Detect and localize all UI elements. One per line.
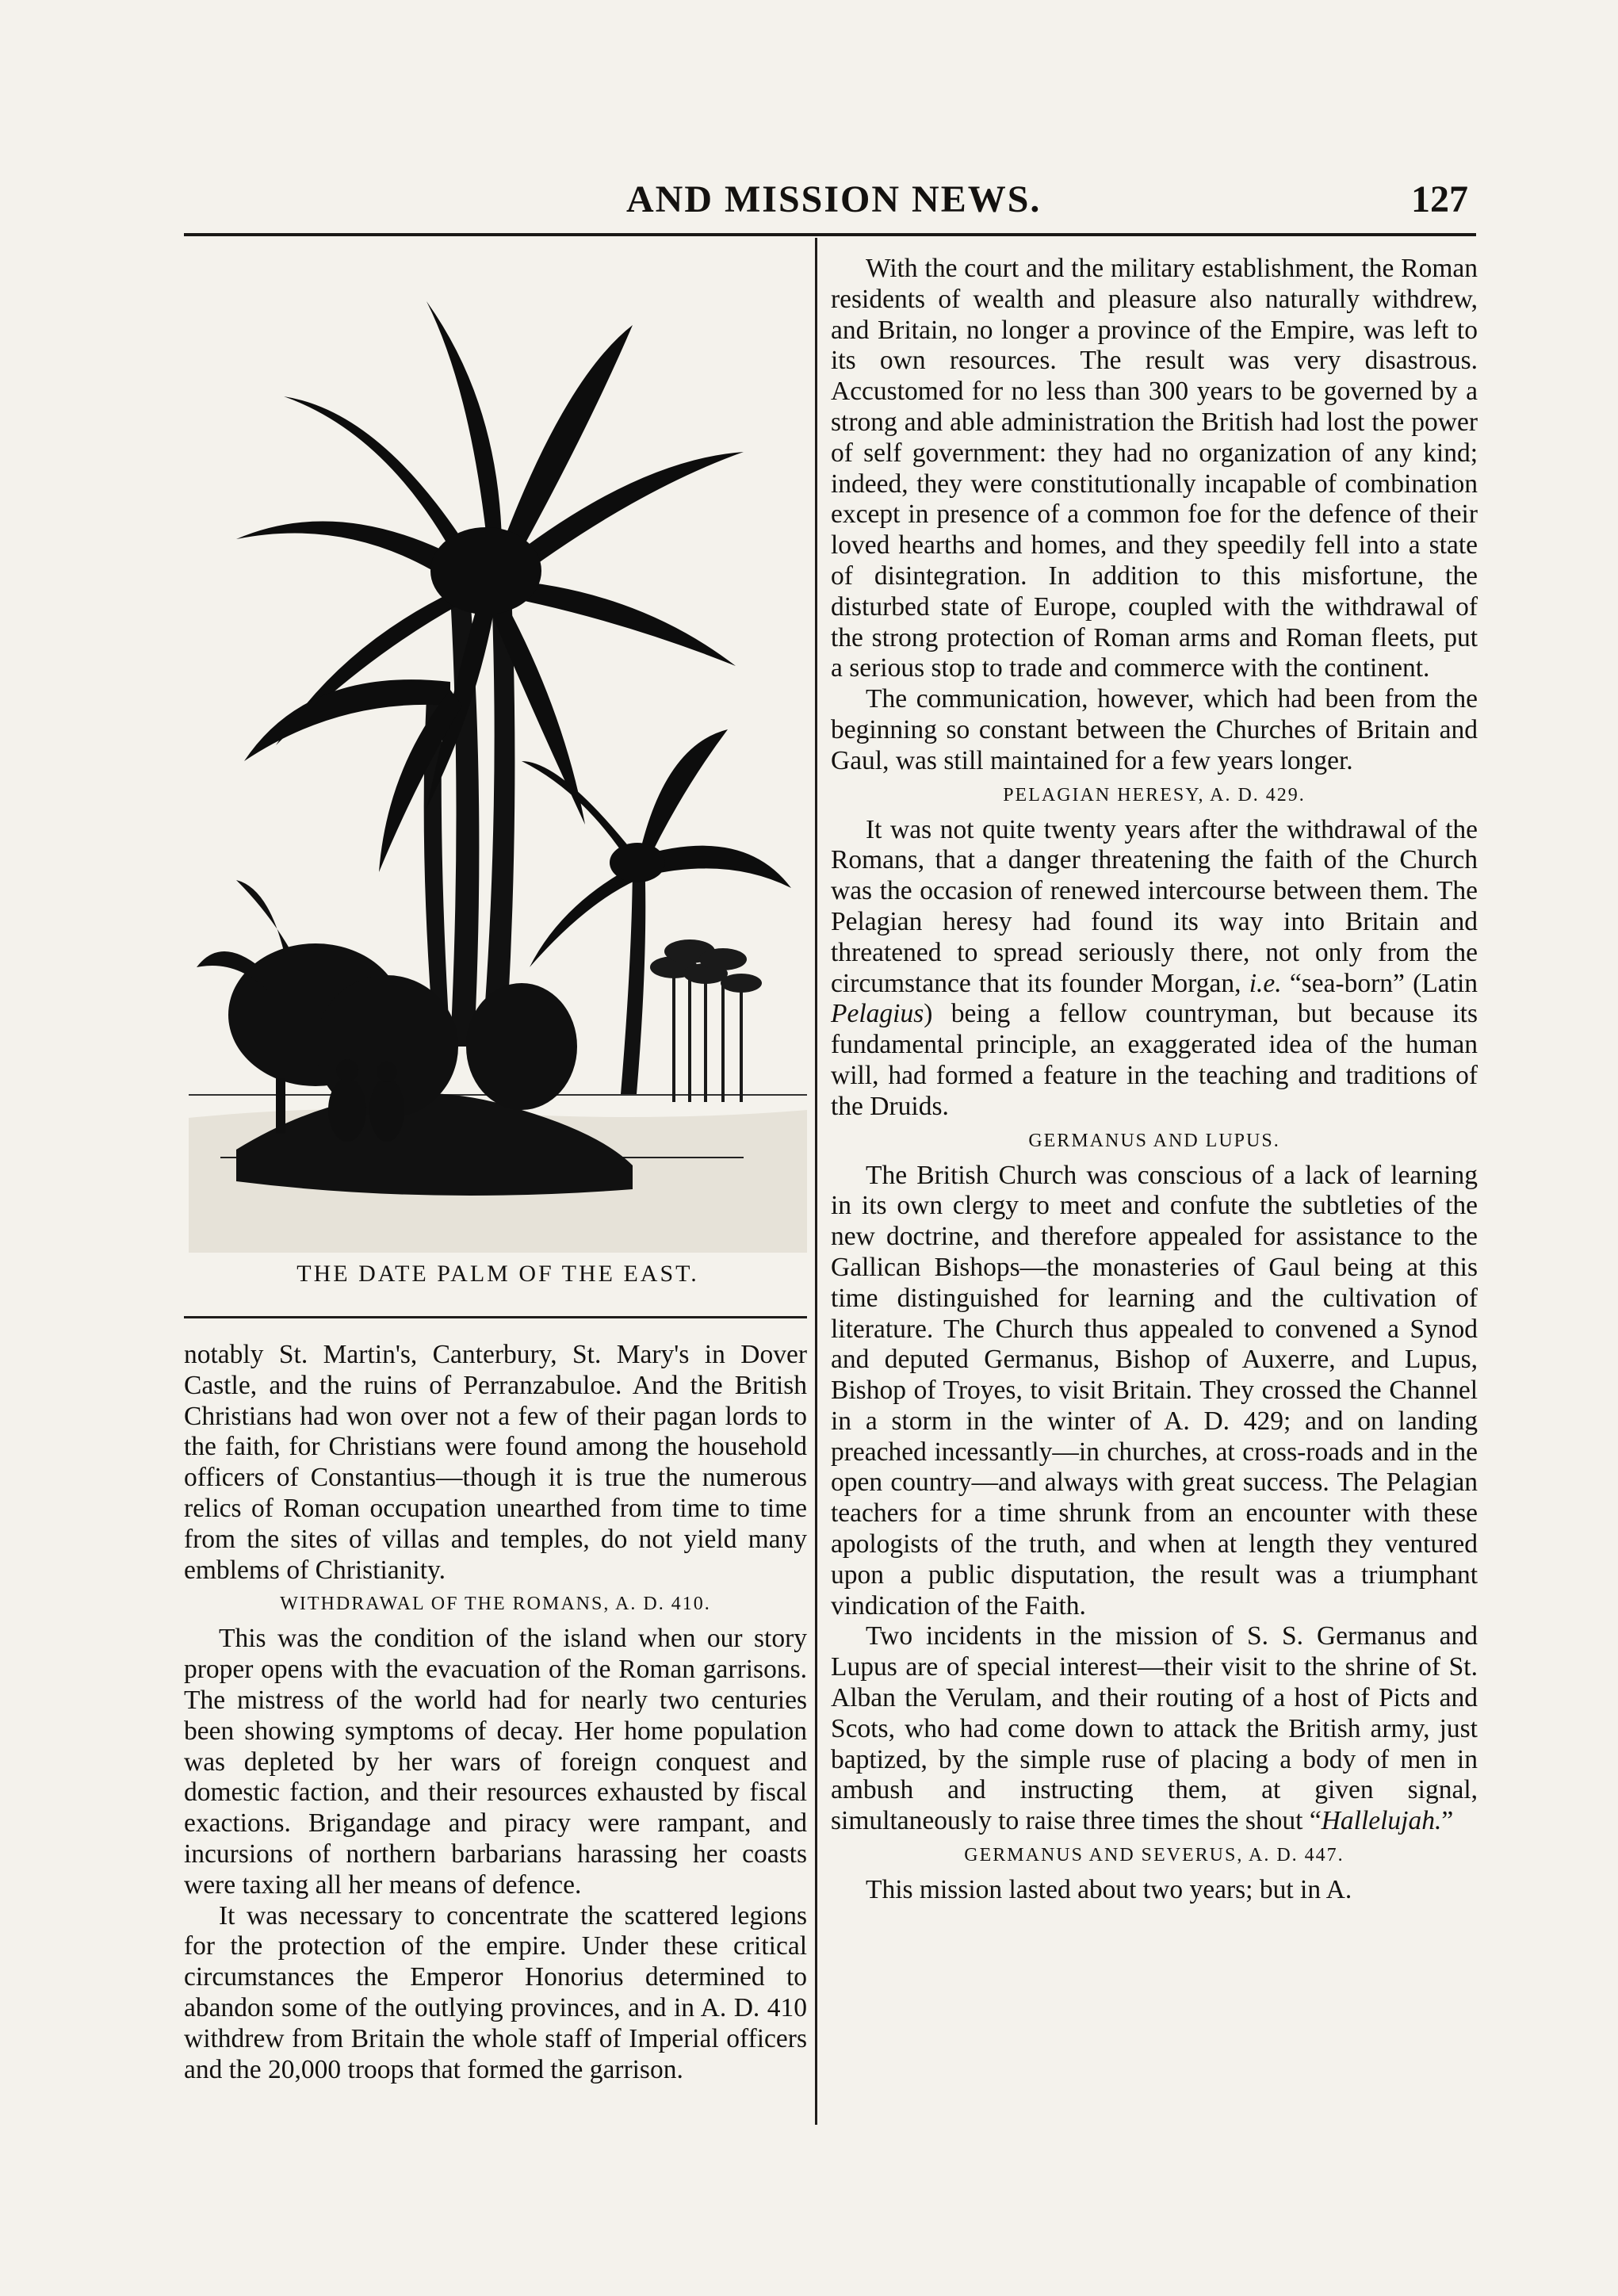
paragraph-text: ” [1441, 1806, 1454, 1836]
paragraph: This mission lasted about two years; but in A. [866, 1875, 1352, 1905]
date-palm-engraving [189, 254, 807, 1253]
section-heading: WITHDRAWAL OF THE ROMANS, A. D. 410. [280, 1594, 711, 1615]
paragraph: The communication, however, which had been from the beginning so constant between the Churches of Britain and Gaul, was still maintained for a few years longer. [831, 684, 1478, 775]
running-title: AND MISSION NEWS. [626, 178, 1042, 220]
paragraph: With the court and the military establishment, the Roman residents of wealth and pleasure also naturally withdrew, and Britain, no longer a province of the Empire, was left to its own resources. The result was very disastrous. Accustomed for no less than 300 years to be governed by a strong and able administration the British had lost the power of self government: they had no organization of any kind; indeed, they were constitutionally incapable of combination except in presence of a common foe for the defence of their loved hearths and homes, and they speedily fell into a state of disintegration. In addition to this misfortune, the disturbed state of Europe, coupled with the withdrawal of the strong protection of Roman arms and Roman fleets, put a serious stop to trade and commerce with the continent. [831, 254, 1478, 683]
paragraph: notably St. Martin's, Canterbury, St. Mary's in Dover Castle, and the ruins of Perranzabuloe. And the British Christians had won over not a few of their pagan lords to the faith, for Christians were found among the household officers of Constantius—though it is true the numerous relics of Roman occupation unearthed from time to time from the sites of villas and temples, do not yield many emblems of Christianity. [184, 1340, 807, 1585]
figure-caption: THE DATE PALM OF THE EAST. [296, 1261, 699, 1287]
column-divider [815, 238, 817, 2125]
paragraph: It was necessary to concentrate the scattered legions for the protection of the empire. Under these critical circumstances the Emperor Honorius determined to abandon some of the outlying provinces, and in A. D. 410 withdrew from Britain the whole staff of Imperial officers and the 20,000 troops that formed the garrison. [184, 1900, 807, 2084]
paragraph-text: It was not quite twenty years after the withdrawal of the Romans, that a danger threatening the faith of the Church was the occasion of renewed intercourse between them. The Pelagian heresy had found its way into Britain and threatened to spread seriously there, not only from the circumstance that its founder Morgan, [831, 814, 1478, 998]
caption-rule [184, 1316, 807, 1318]
paragraph-text: ) being a fellow countryman, but because its fundamental principle, an exaggerated idea of the human will, had formed a feature in the teaching and traditions of the Druids. [831, 999, 1478, 1121]
paragraph [831, 815, 1478, 1123]
header-rule [184, 233, 1476, 236]
section-heading: PELAGIAN HERESY, A. D. 429. [1003, 784, 1306, 806]
paragraph-text: “sea-born” (Latin [1281, 968, 1478, 998]
italic-text: i.e. [1249, 968, 1282, 998]
italic-text: Hallelujah. [1321, 1806, 1442, 1836]
right-column [831, 254, 1478, 1906]
paragraph [831, 1621, 1478, 1837]
paragraph-text: Two incidents in the mission of S. S. Germanus and Lupus are of special interest—their visit to the shrine of St. Alban the Verulam, and their routing of a host of Picts and Scots, who had come down to attack the British army, just baptized, by the simple ruse of placing a body of men in ambush and instructing them, at given signal, simultaneously to raise three times the shout “ [831, 1621, 1478, 1836]
section-heading: GERMANUS AND SEVERUS, A. D. 447. [964, 1845, 1345, 1866]
italic-text: Pelagius [831, 999, 924, 1029]
running-head [0, 168, 1618, 232]
paragraph: This was the condition of the island when our story proper opens with the evacuation of the Roman garrisons. The mistress of the world had for nearly two centuries been showing symptoms of decay. Her home population was depleted by her wars of foreign conquest and domestic faction, and their resources exhausted by fiscal exactions. Brigandage and piracy were rampant, and incursions of northern barbarians harassing her coasts were taxing all her means of defence. [184, 1624, 807, 1900]
page-number: 127 [1411, 178, 1468, 220]
section-heading: GERMANUS AND LUPUS. [1028, 1130, 1280, 1151]
left-column [184, 1340, 807, 2085]
paragraph: The British Church was conscious of a lack of learning in its own clergy to meet and confute the subtleties of the new doctrine, and therefore appealed for assistance to the Gallican Bishops—the monasteries of Gaul being at this time distinguished for learning and the cultivation of literature. The Church thus appealed to convened a Synod and deputed Germanus, Bishop of Auxerre, and Lupus, Bishop of Troyes, to visit Britain. They crossed the Channel in a storm in the winter of A. D. 429; and on landing preached incessantly—in churches, at cross-roads and in the open country—and always with great success. The Pelagian teachers for a time shrunk from an encounter with these apologists of the truth, and when at length they ventured upon a public disputation, the result was a triumphant vindication of the Faith. [831, 1160, 1478, 1621]
palm-illustration [189, 254, 807, 1253]
